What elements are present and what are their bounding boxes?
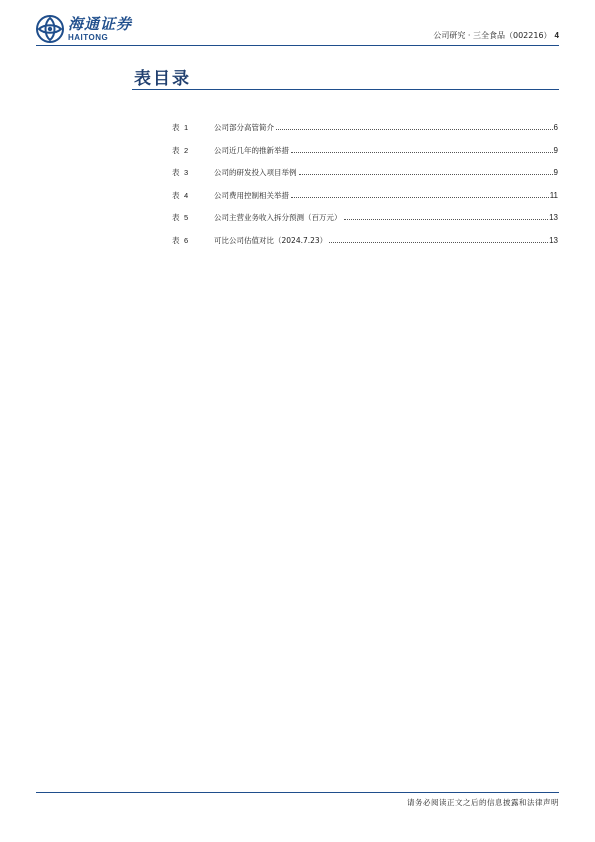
toc-entry-page: 6 (553, 123, 558, 132)
toc-entry-title: 公司的研发投入项目举例 (214, 168, 297, 177)
toc-entry-label: 表 5 (172, 213, 189, 222)
haitong-logo-icon (36, 15, 64, 43)
toc-leader-dots (344, 218, 549, 220)
toc-entry-label: 表 4 (172, 190, 189, 200)
toc-entry-title: 公司近几年的推新举措 (214, 145, 289, 155)
toc-entry-page: 9 (553, 145, 558, 155)
logo-english-name: HAITONG (68, 32, 109, 42)
toc-entry-title: 公司部分高管简介 (214, 123, 274, 132)
toc-entry[interactable] (172, 145, 558, 168)
toc-entry[interactable] (172, 212, 558, 235)
toc-entry[interactable] (172, 122, 558, 145)
toc-entry-page: 9 (553, 168, 558, 177)
toc-entry-page: 11 (549, 190, 558, 200)
report-info: 公司研究 · 三全食品（002216） (433, 31, 552, 40)
title-divider (132, 89, 559, 90)
toc-leader-dots (329, 241, 548, 243)
toc-entry[interactable] (172, 190, 558, 213)
toc-entry-title: 公司主营业务收入拆分预测（百万元） (214, 213, 342, 222)
toc-entry[interactable] (172, 167, 558, 190)
toc-entry-label: 表 6 (172, 235, 189, 245)
toc-entry-title: 公司费用控制相关举措 (214, 190, 289, 200)
haitong-logo (36, 14, 132, 44)
page-number: 4 (554, 31, 559, 40)
logo-chinese-name: 海通证券 (68, 14, 133, 33)
toc-entry-title: 可比公司估值对比（2024.7.23） (214, 235, 328, 245)
toc-entry-page: 13 (549, 235, 558, 245)
toc-leader-dots (291, 151, 553, 153)
footer-disclaimer: 请务必阅读正文之后的信息披露和法律声明 (407, 798, 559, 807)
toc-entry-page: 13 (549, 213, 558, 222)
toc-leader-dots (299, 173, 553, 175)
toc-entry-label: 表 2 (172, 145, 189, 155)
toc-entry-label: 表 1 (172, 123, 189, 132)
section-title: 表目录 (134, 69, 191, 89)
table-of-tables (172, 122, 558, 257)
toc-entry[interactable] (172, 235, 558, 258)
toc-entry-label: 表 3 (172, 168, 189, 177)
report-header-info (433, 30, 559, 41)
toc-leader-dots (276, 128, 553, 130)
toc-leader-dots (291, 196, 549, 198)
footer-divider (36, 792, 559, 793)
header-divider (36, 45, 559, 46)
